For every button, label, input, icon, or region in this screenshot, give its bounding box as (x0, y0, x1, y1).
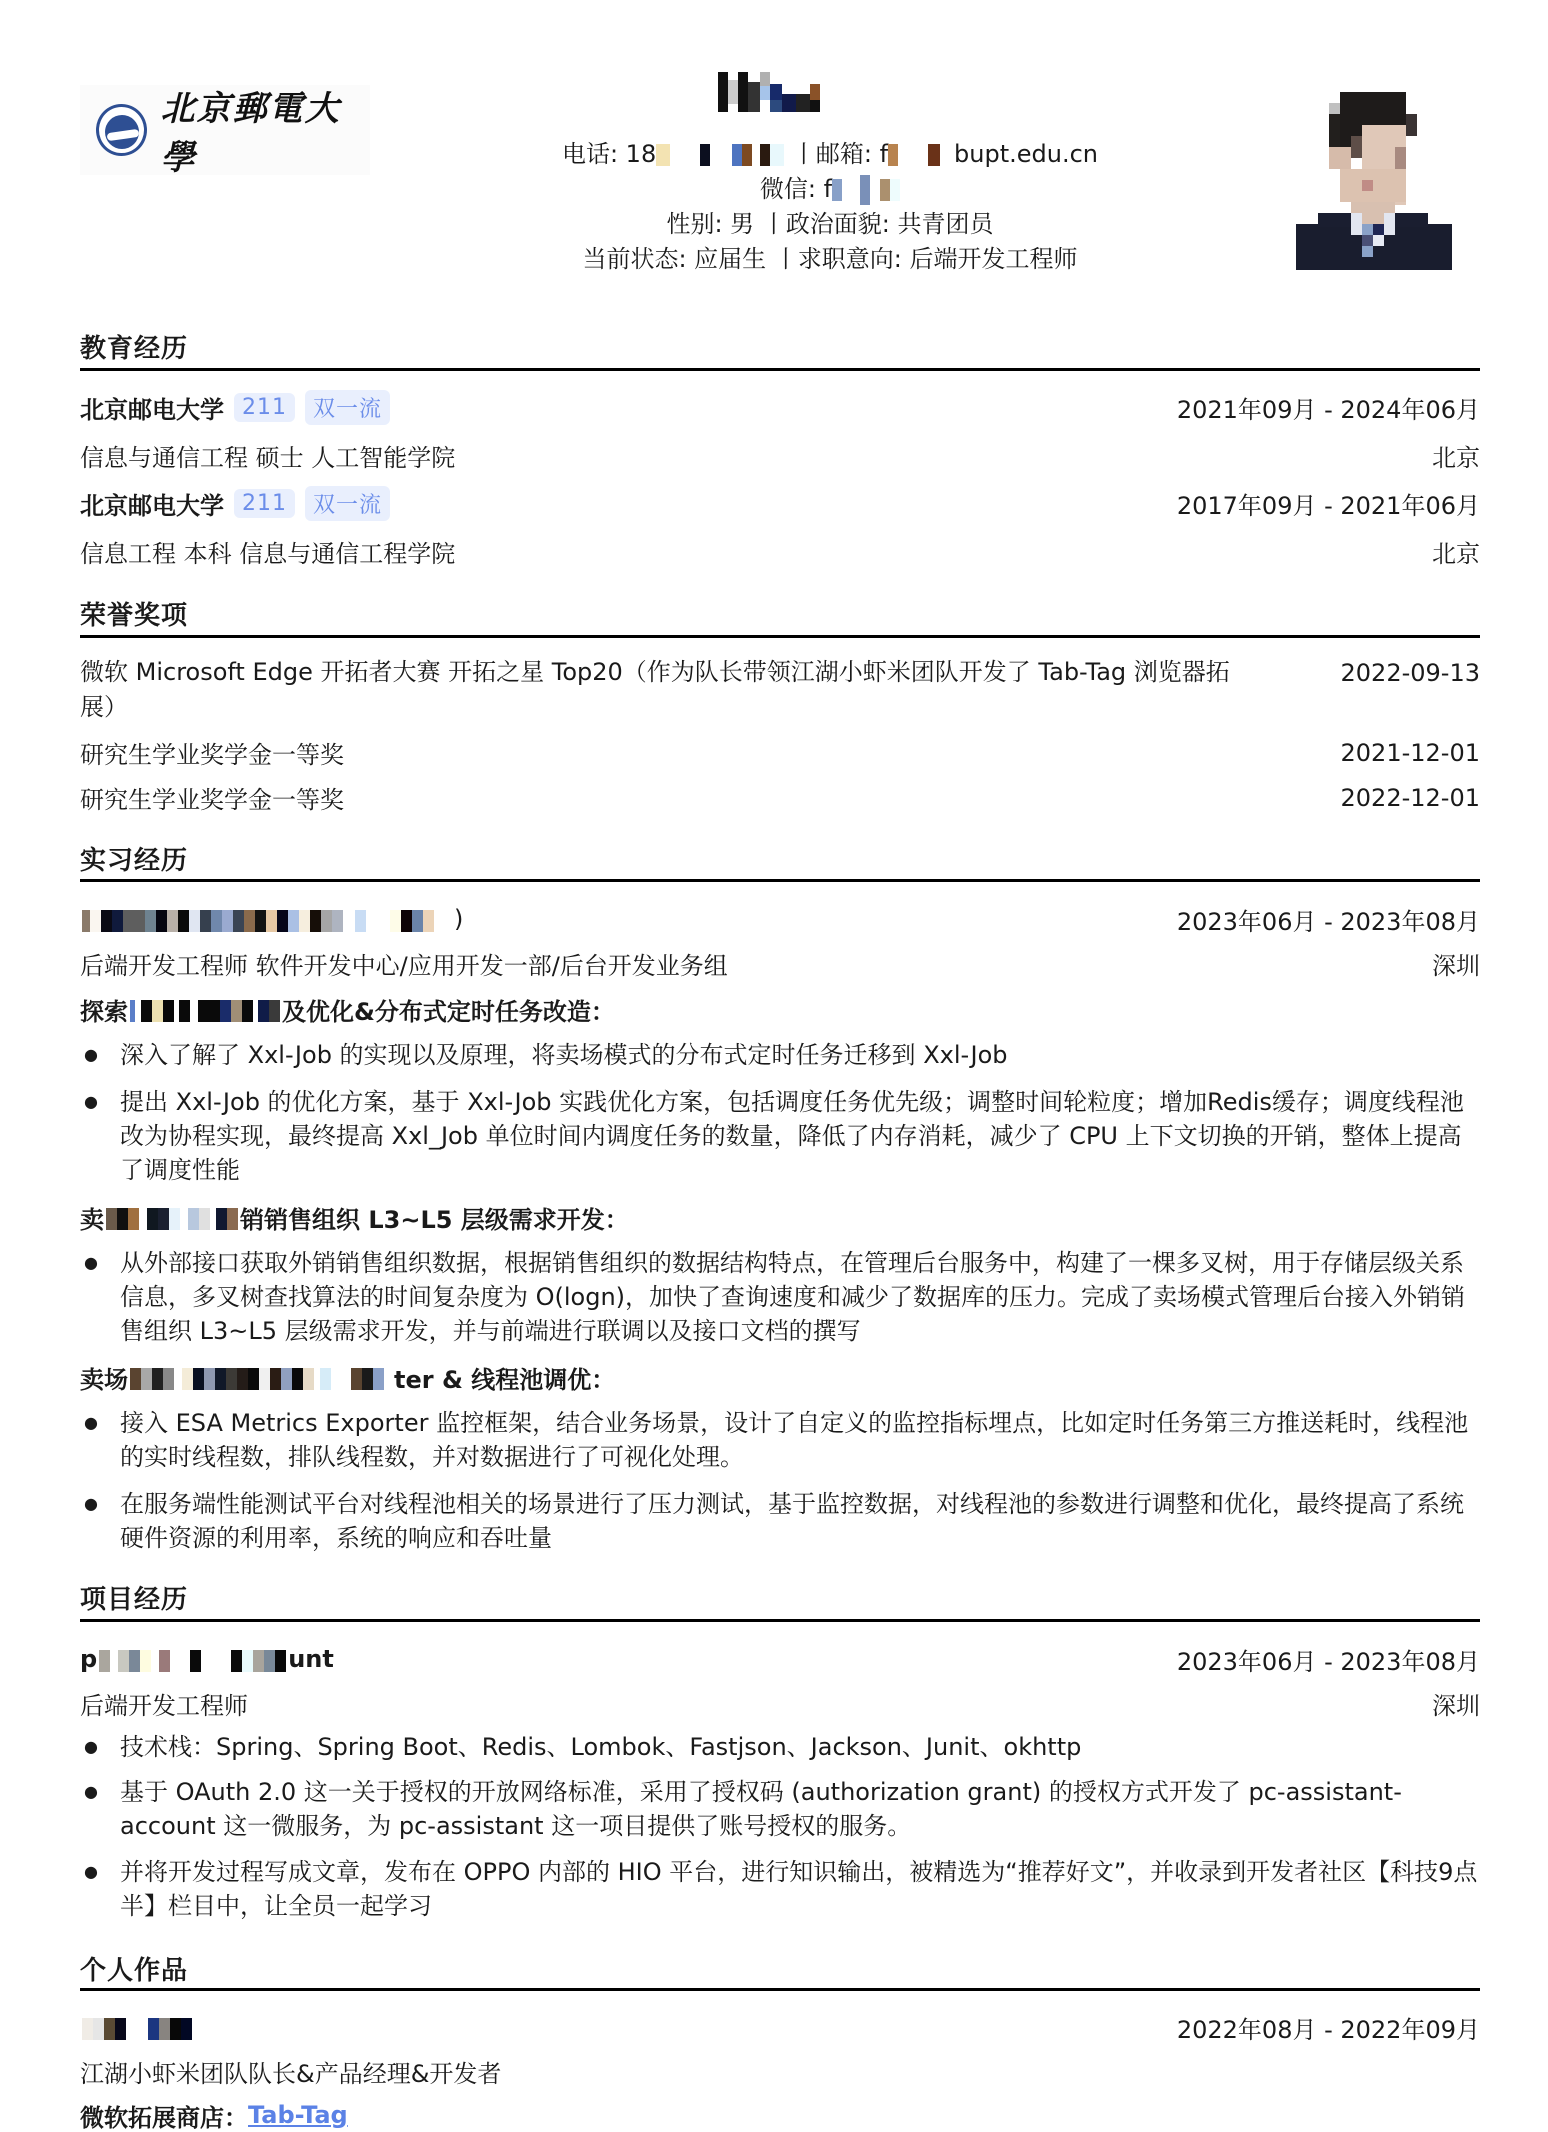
separator: 丨 (761, 210, 786, 238)
tag-double-first-class: 双一流 (305, 486, 390, 521)
political-status: 政治面貌: 共青团员 (785, 210, 994, 238)
section-divider (80, 1619, 1480, 1622)
project-name-redacted (80, 1645, 334, 1673)
bullet-item: ● 技术栈：Spring、Spring Boot、Redis、Lombok、Fastjson、Jackson、Junit、okhttp (80, 1730, 1480, 1764)
company-name-redacted (80, 905, 463, 933)
work-role-row (80, 2054, 1480, 2088)
work-name-redacted (80, 2014, 194, 2040)
phone-label: 电话: 18 (561, 140, 657, 168)
honor-date: 2022-12-01 (1340, 783, 1480, 812)
redacted-block (99, 1646, 286, 1672)
date-range: 2022年08月 - 2022年09月 (1176, 2015, 1480, 2044)
section-title-works: 个人作品 (80, 1956, 189, 1986)
internship-subhead (80, 1200, 629, 1234)
redacted-block (130, 996, 280, 1022)
honor-item (80, 780, 1480, 815)
location: 北京 (1432, 539, 1480, 568)
gender: 性别: 男 (666, 210, 755, 238)
honor-item-text: 微软 Microsoft Edge 开拓者大赛 开拓之星 Top20（作为队长带领江湖小虾米团队开发了 Tab-Tag 浏览器拓展） (80, 658, 1230, 721)
redacted-block (130, 1364, 384, 1390)
school-name: 北京邮电大学 (80, 491, 224, 520)
honor-text: 研究生学业奖学金一等奖 (80, 786, 344, 814)
company-paren: ) (454, 905, 464, 933)
section-divider (80, 368, 1480, 371)
redacted-block (82, 2014, 192, 2040)
work-name-row (80, 2008, 1480, 2046)
tag-211: 211 (234, 489, 295, 518)
education-detail (80, 534, 1480, 568)
date-range: 2023年06月 - 2023年08月 (1176, 1647, 1480, 1676)
location: 深圳 (1432, 1691, 1480, 1720)
separator: 丨 (791, 140, 816, 168)
project-name-suffix: unt (288, 1645, 334, 1673)
date-range: 2023年06月 - 2023年08月 (1176, 907, 1480, 936)
date-range: 2017年09月 - 2021年06月 (1176, 491, 1480, 520)
job-intent: 求职意向: 后端开发工程师 (797, 245, 1078, 273)
bullet-item: ● 提出 Xxl-Job 的优化方案，基于 Xxl-Job 实践优化方案，包括调度任务优先级；调整时间轮粒度；增加Redis缓存；调度线程池改为协程实现，最终提高 Xxl_Job 单位时间内调度任务的数量，降低了内存消耗，减少了 CPU 上下文切换的开销，整体上提高了调度性能 (80, 1085, 1480, 1187)
education-item (80, 388, 1480, 426)
section-divider (80, 1988, 1480, 1991)
section-divider (80, 879, 1480, 882)
redacted-block (82, 906, 434, 932)
section-title-education: 教育经历 (80, 334, 189, 364)
store-label: 微软拓展商店： (80, 2103, 248, 2132)
role: 后端开发工程师 (80, 1691, 248, 1720)
location: 深圳 (1432, 951, 1480, 980)
bullet-item: ● 在服务端性能测试平台对线程池相关的场景进行了压力测试，基于监控数据，对线程池的参数进行调整和优化，最终提高了系统硬件资源的利用率，系统的响应和吞吐量 (80, 1487, 1480, 1555)
subhead-prefix: 卖 (80, 1205, 104, 1234)
current-status: 当前状态: 应届生 (582, 245, 767, 273)
bullet-item: ● 接入 ESA Metrics Exporter 监控框架，结合业务场景，设计了自定义的监控指标埋点，比如定时任务第三方推送耗时，线程池的实时线程数，排队线程数，并对数据进行了可视化处理。 (80, 1406, 1480, 1474)
degree-info: 信息工程 本科 信息与通信工程学院 (80, 539, 456, 568)
location: 北京 (1432, 443, 1480, 472)
date-range: 2021年09月 - 2024年06月 (1176, 395, 1480, 424)
store-link-row (80, 2098, 1480, 2132)
internship-subhead (80, 992, 615, 1026)
project-name-row (80, 1640, 1480, 1678)
internship-role-row (80, 946, 1480, 980)
tab-tag-link[interactable]: Tab-Tag (248, 2101, 348, 2129)
wechat-label: 微信: f (759, 175, 833, 203)
tag-double-first-class: 双一流 (305, 390, 390, 425)
bullet-item: ● 基于 OAuth 2.0 这一关于授权的开放网络标准，采用了授权码 (authorization grant) 的授权方式开发了 pc-assistant-account 这一微服务，为 pc-assistant 这一项目提供了账号授权的服务。 (80, 1775, 1480, 1843)
subhead-suffix: 及优化&分布式定时任务改造： (282, 997, 615, 1026)
honor-text: 研究生学业奖学金一等奖 (80, 741, 344, 769)
honor-item (80, 735, 1480, 770)
subhead-prefix: 探索 (80, 997, 128, 1026)
section-divider (80, 635, 1480, 638)
logo-text: 北京郵電大學 (160, 89, 341, 178)
education-detail (80, 438, 1480, 472)
subhead-suffix: ter & 线程池调优： (394, 1365, 616, 1394)
honor-date: 2022-09-13 (1340, 658, 1480, 687)
separator: 丨 (773, 245, 798, 273)
internship-company-row (80, 900, 1480, 938)
redacted-block (106, 1204, 238, 1230)
bullet-item: ● 并将开发过程写成文章，发布在 OPPO 内部的 HIO 平台，进行知识输出，被精选为“推荐好文”，并收录到开发者社区【科技9点半】栏目中，让全员一起学习 (80, 1855, 1480, 1923)
honor-item-date-row (80, 655, 1480, 690)
role: 后端开发工程师 软件开发中心/应用开发一部/后台开发业务组 (80, 951, 728, 980)
tag-211: 211 (234, 393, 295, 422)
bullet-item: ● 从外部接口获取外销销售组织数据，根据销售组织的数据结构特点，在管理后台服务中，构建了一棵多叉树，用于存储层级关系信息，多叉树查找算法的时间复杂度为 O(logn)，加快了查询速度和减少了数据库的压力。完成了卖场模式管理后台接入外销销售组织 L3~L5 层级需求开发，并与前端进行联调以及接口文档的撰写 (80, 1246, 1480, 1348)
role: 江湖小虾米团队队长&产品经理&开发者 (80, 2059, 502, 2088)
project-role-row (80, 1686, 1480, 1720)
email-domain: bupt.edu.cn (954, 140, 1099, 168)
email-label: 邮箱: f (815, 140, 889, 168)
project-name-prefix: p (80, 1645, 98, 1673)
section-title-projects: 项目经历 (80, 1585, 189, 1615)
subhead-suffix: 销销售组织 L3~L5 层级需求开发： (240, 1205, 629, 1234)
degree-info: 信息与通信工程 硕士 人工智能学院 (80, 443, 456, 472)
section-title-internship: 实习经历 (80, 846, 189, 876)
avatar-photo (1296, 92, 1452, 270)
section-title-honors: 荣誉奖项 (80, 601, 189, 631)
subhead-prefix: 卖场 (80, 1365, 128, 1394)
internship-subhead (80, 1360, 615, 1394)
honor-date: 2021-12-01 (1340, 738, 1480, 767)
education-item (80, 484, 1480, 522)
bullet-item: ● 深入了解了 Xxl-Job 的实现以及原理，将卖场模式的分布式定时任务迁移到 Xxl-Job (80, 1038, 1480, 1072)
school-name: 北京邮电大学 (80, 395, 224, 424)
